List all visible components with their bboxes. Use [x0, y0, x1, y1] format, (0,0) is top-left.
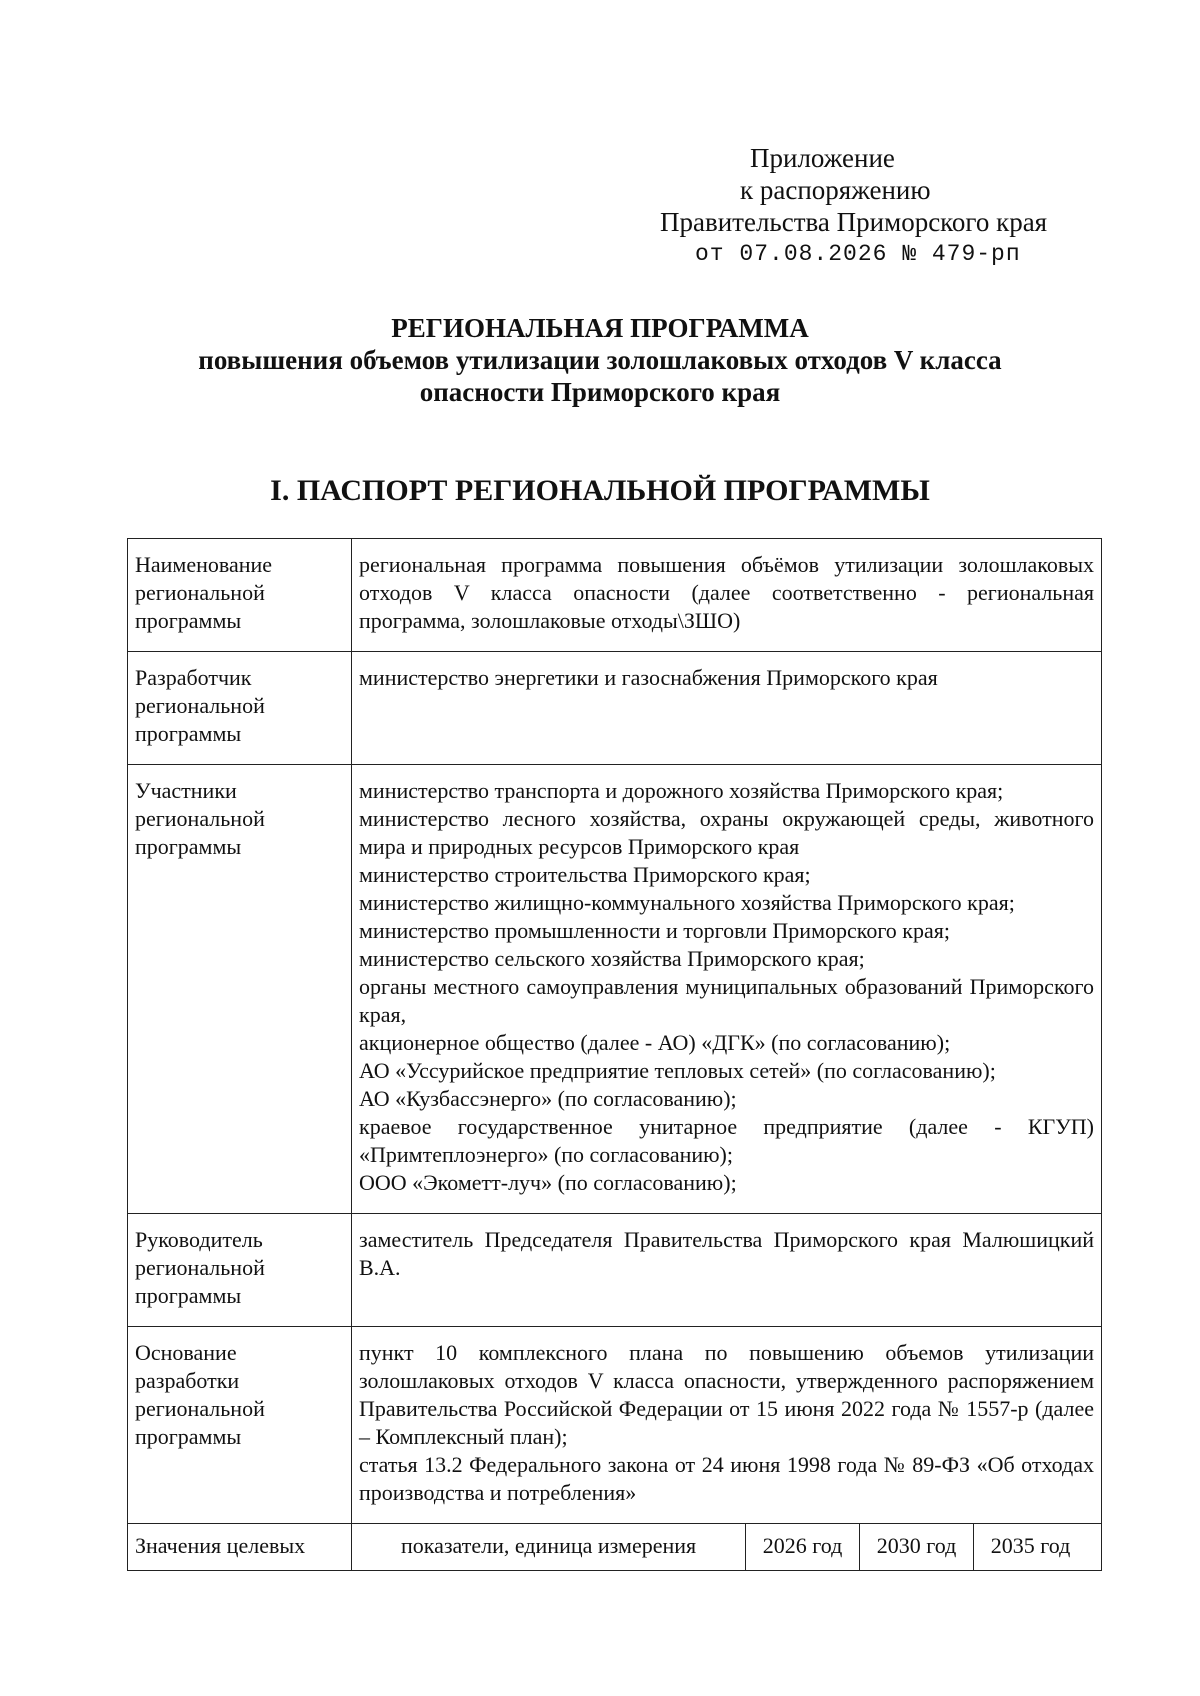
indicator-header [352, 1524, 1087, 1570]
participant-line: АО «Кузбассэнерго» (по согласованию); [359, 1086, 737, 1111]
annex-line-4: от 07.08.2026 № 479-рп [695, 241, 1021, 267]
row-value: региональная программа повышения объёмов утилизации золошлаковых отходов V класса опасности (далее соответственно - региональная программа, золошлаковые отходы\ЗШО) [352, 539, 1102, 652]
row-value: министерство энергетики и газоснабжения Приморского края [352, 652, 1102, 765]
row-value: заместитель Председателя Правительства Приморского края Малюшицкий В.А. [352, 1214, 1102, 1327]
participant-line: министерство промышленности и торговли Приморского края; [359, 918, 950, 943]
title-line-2: повышения объемов утилизации золошлаковых отходов V класса [198, 345, 1002, 375]
indicator-cell [352, 1524, 1102, 1571]
basis-line: статья 13.2 Федерального закона от 24 июня 1998 года № 89-ФЗ «Об отходах производства и потребления» [359, 1452, 1094, 1505]
participant-line: министерство транспорта и дорожного хозяйства Приморского края; [359, 778, 1004, 803]
annex-block [600, 142, 1080, 270]
row-label: Наименование региональной программы [128, 539, 352, 652]
annex-line-2: к распоряжению [740, 175, 931, 205]
participant-line: министерство жилищно-коммунального хозяйства Приморского края; [359, 890, 1015, 915]
row-value [352, 765, 1102, 1214]
section-heading: I. ПАСПОРТ РЕГИОНАЛЬНОЙ ПРОГРАММЫ [270, 474, 930, 507]
participant-line: акционерное общество (далее - АО) «ДГК» (по согласованию); [359, 1030, 951, 1055]
year-header: 2030 год [860, 1524, 974, 1570]
passport-table [127, 538, 1102, 1571]
year-header: 2035 год [990, 1533, 1071, 1558]
row-label: Основание разработки региональной программы [128, 1327, 352, 1524]
document-title [0, 312, 1200, 408]
row-value [352, 1327, 1102, 1524]
annex-line-3: Правительства Приморского края [660, 207, 1048, 237]
row-label: Значения целевых [128, 1524, 352, 1571]
row-label: Руководитель региональной программы [128, 1214, 352, 1327]
row-label: Участники региональной программы [128, 765, 352, 1214]
participant-line: министерство лесного хозяйства, охраны окружающей среды, животного мира и природных ресурсов Приморского края [359, 806, 1094, 859]
indicator-name-header: показатели, единица измерения [352, 1524, 746, 1570]
participant-line: ООО «Экометт-луч» (по согласованию); [359, 1170, 737, 1195]
participant-line: краевое государственное унитарное предприятие (далее - КГУП) «Примтеплоэнерго» (по согласованию); [359, 1114, 1094, 1167]
annex-line-1: Приложение [750, 143, 895, 173]
table-row [128, 1214, 1102, 1327]
table-row [128, 539, 1102, 652]
table-row [128, 765, 1102, 1214]
basis-line: пункт 10 комплексного плана по повышению объемов утилизации золошлаковых отходов V класса опасности, утвержденного распоряжением Правительства Российской Федерации от 15 июня 2022 года № 1557-р (далее – Комплексный план); [359, 1340, 1094, 1449]
participant-line: министерство строительства Приморского края; [359, 862, 811, 887]
participant-line: органы местного самоуправления муниципальных образований Приморского края, [359, 974, 1094, 1027]
table-row [128, 1327, 1102, 1524]
row-label: Разработчик региональной программы [128, 652, 352, 765]
table-row [128, 1524, 1102, 1571]
title-line-1: РЕГИОНАЛЬНАЯ ПРОГРАММА [391, 313, 809, 343]
year-header: 2026 год [746, 1524, 860, 1570]
participant-line: министерство сельского хозяйства Приморского края; [359, 946, 865, 971]
title-line-3: опасности Приморского края [419, 377, 781, 407]
participant-line: АО «Уссурийское предприятие тепловых сетей» (по согласованию); [359, 1058, 996, 1083]
table-row [128, 652, 1102, 765]
